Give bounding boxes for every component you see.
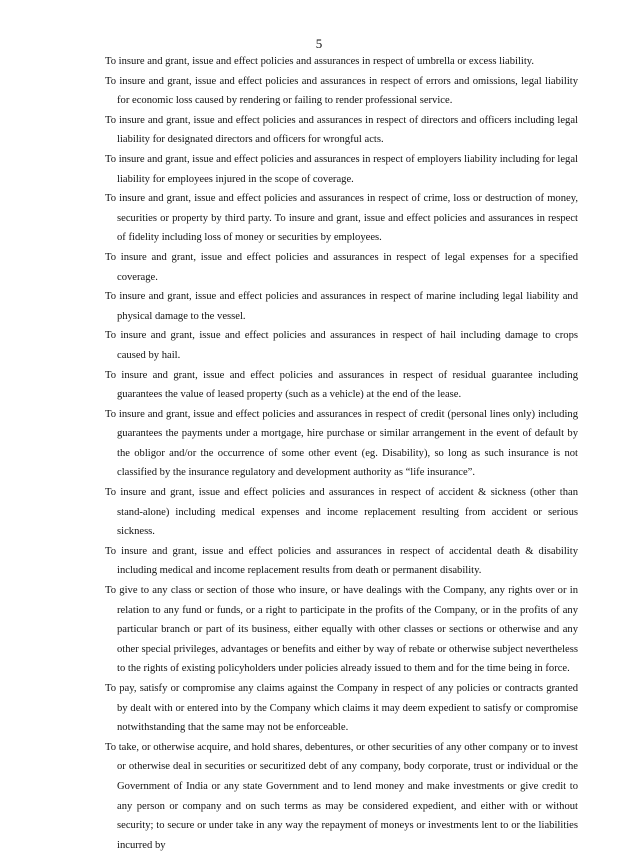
object-clause: To insure and grant, issue and effect policies and assurances in respect of umbrella or excess liability. — [105, 56, 535, 67]
object-clause: To insure and grant, issue and effect policies and assurances in respect of credit (personal lines only) including guarantees the payments under a mortgage, hire purchase or similar arrangement in the event of default by the obligor and/or the occurrence of some other event (eg. Disability), so long as such insurance is not classified by the insurance regulatory and development authority as “life insurance”. — [105, 408, 578, 479]
object-clause: To give to any class or section of those who insure, or have dealings with the Company, any rights over or in relation to any fund or funds, or a right to participate in the profits of the Company, or in the profits of any particular branch or part of its business, either equally with other classes or sections or otherwise and any other special privileges, advantages or benefits and either by way of rebate or otherwise subject nevertheless to the rights of existing policyholders under policies already issued to them and for the time being in force. — [105, 585, 578, 675]
object-clause: To insure and grant, issue and effect policies and assurances in respect of accident & sickness (other than stand-alone) including medical expenses and income replacement resulting from accident or serious sickness. — [105, 487, 578, 538]
page-number: 5 — [315, 36, 323, 51]
object-clause: To insure and grant, issue and effect policies and assurances in respect of accidental death & disability including medical and income replacement results from death or permanent disability. — [105, 545, 578, 577]
object-clause: To insure and grant, issue and effect policies and assurances in respect of directors and officers including legal liability for designated directors and officers for wrongful acts. — [105, 114, 578, 146]
object-clause: To pay, satisfy or compromise any claims against the Company in respect of any policies or contracts granted by dealt with or entered into by the Company which claims it may deem expedient to satisfy or compromise notwithstanding that the same may not be enforceable. — [105, 683, 578, 734]
object-clause: To insure and grant, issue and effect policies and assurances in respect of hail including damage to crops caused by hail. — [105, 330, 578, 361]
object-clause: To insure and grant, issue and effect policies and assurances in respect of crime, loss or destruction of money, securities or property by third party. To insure and grant, issue and effect policies and assurances in respect of fidelity including loss of money or securities by employees. — [105, 193, 578, 244]
object-clause: To insure and grant, issue and effect policies and assurances in respect of errors and omissions, legal liability for economic loss caused by rendering or failing to render professional service. — [105, 75, 578, 107]
document-body — [105, 52, 578, 855]
object-clause: To take, or otherwise acquire, and hold shares, debentures, or other securities of any other company or to invest or otherwise deal in securities or securitized debt of any company, body corporate, trust or individual or the Government of India or any state Government and to lend money and make investments or give credit to any person or company and on such terms as may be considered expedient, and either with or without security; to secure or under take in any way the repayment of moneys or investments lent to or the liabilities incurred by — [105, 741, 578, 851]
object-clause: To insure and grant, issue and effect policies and assurances in respect of residual guarantee including guarantees the value of leased property (such as a vehicle) at the end of the lease. — [105, 369, 578, 401]
object-clause: To insure and grant, issue and effect policies and assurances in respect of legal expenses for a specified coverage. — [105, 251, 578, 283]
object-clause: To insure and grant, issue and effect policies and assurances in respect of employers liability including for legal liability for employees injured in the scope of coverage. — [105, 153, 578, 185]
object-clause: To insure and grant, issue and effect policies and assurances in respect of marine including legal liability and physical damage to the vessel. — [105, 291, 578, 322]
